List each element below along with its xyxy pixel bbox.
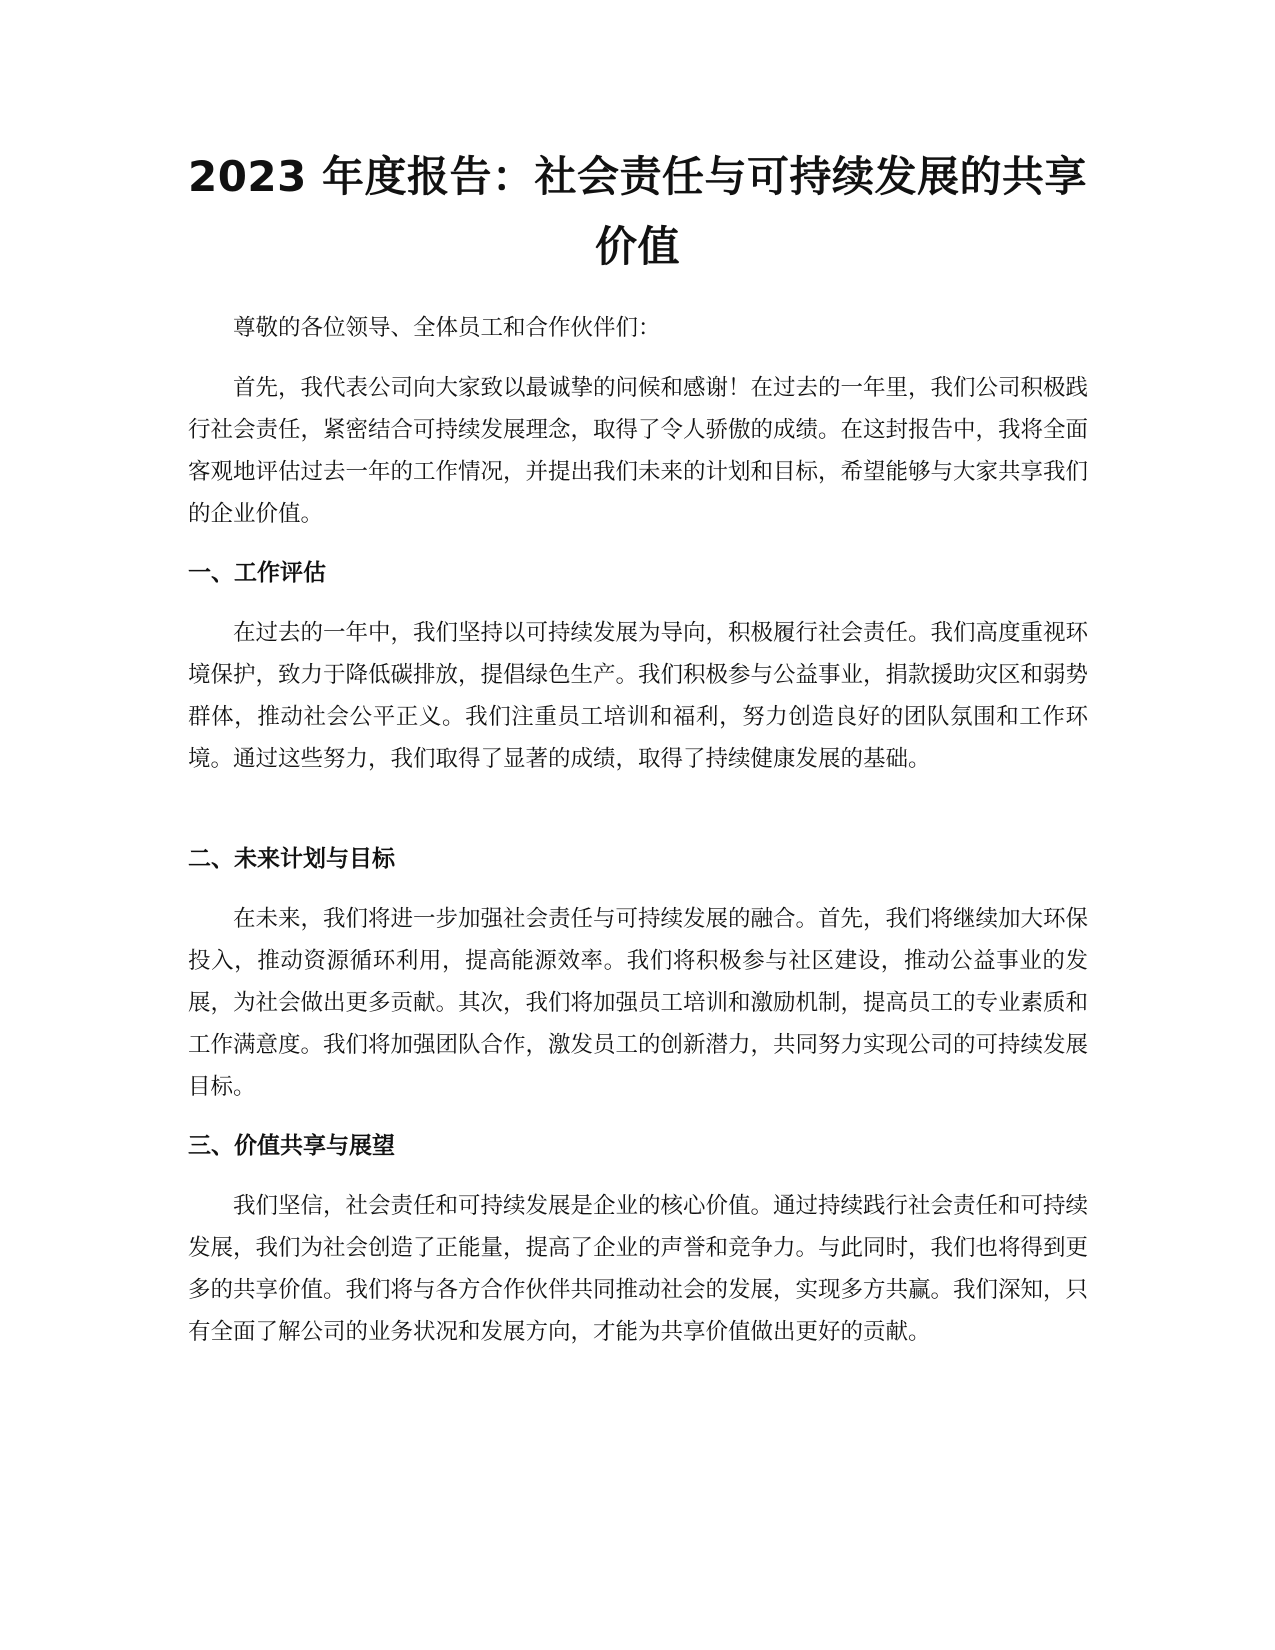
document-title: 2023 年度报告：社会责任与可持续发展的共享价值 [187, 152, 1088, 271]
salutation-paragraph: 尊敬的各位领导、全体员工和合作伙伴们： [233, 315, 661, 341]
section-heading-value-sharing: 三、价值共享与展望 [188, 1133, 395, 1159]
section-body-evaluation: 在过去的一年中，我们坚持以可持续发展为导向，积极履行社会责任。我们高度重视环境保护，致力于降低碳排放，提倡绿色生产。我们积极参与公益事业，捐款援助灾区和弱势群体，推动社会公平正义。我们注重员工培训和福利，努力创造良好的团队氛围和工作环境。通过这些努力，我们取得了显著的成绩，取得了持续健康发展的基础。 [188, 620, 1089, 772]
section-body-plans: 在未来，我们将进一步加强社会责任与可持续发展的融合。首先，我们将继续加大环保投入，推动资源循环利用，提高能源效率。我们将积极参与社区建设，推动公益事业的发展，为社会做出更多贡献。其次，我们将加强员工培训和激励机制，提高员工的专业素质和工作满意度。我们将加强团队合作，激发员工的创新潜力，共同努力实现公司的可持续发展目标。 [188, 906, 1089, 1100]
section-body-value-sharing: 我们坚信，社会责任和可持续发展是企业的核心价值。通过持续践行社会责任和可持续发展，我们为社会创造了正能量，提高了企业的声誉和竞争力。与此同时，我们也将得到更多的共享价值。我们将与各方合作伙伴共同推动社会的发展，实现多方共赢。我们深知，只有全面了解公司的业务状况和发展方向，才能为共享价值做出更好的贡献。 [188, 1193, 1089, 1345]
intro-paragraph: 首先，我代表公司向大家致以最诚挚的问候和感谢！在过去的一年里，我们公司积极践行社会责任，紧密结合可持续发展理念，取得了令人骄傲的成绩。在这封报告中，我将全面客观地评估过去一年的工作情况，并提出我们未来的计划和目标，希望能够与大家共享我们的企业价值。 [188, 375, 1089, 527]
section-heading-plans: 二、未来计划与目标 [188, 846, 395, 872]
section-heading-evaluation: 一、工作评估 [188, 560, 326, 586]
